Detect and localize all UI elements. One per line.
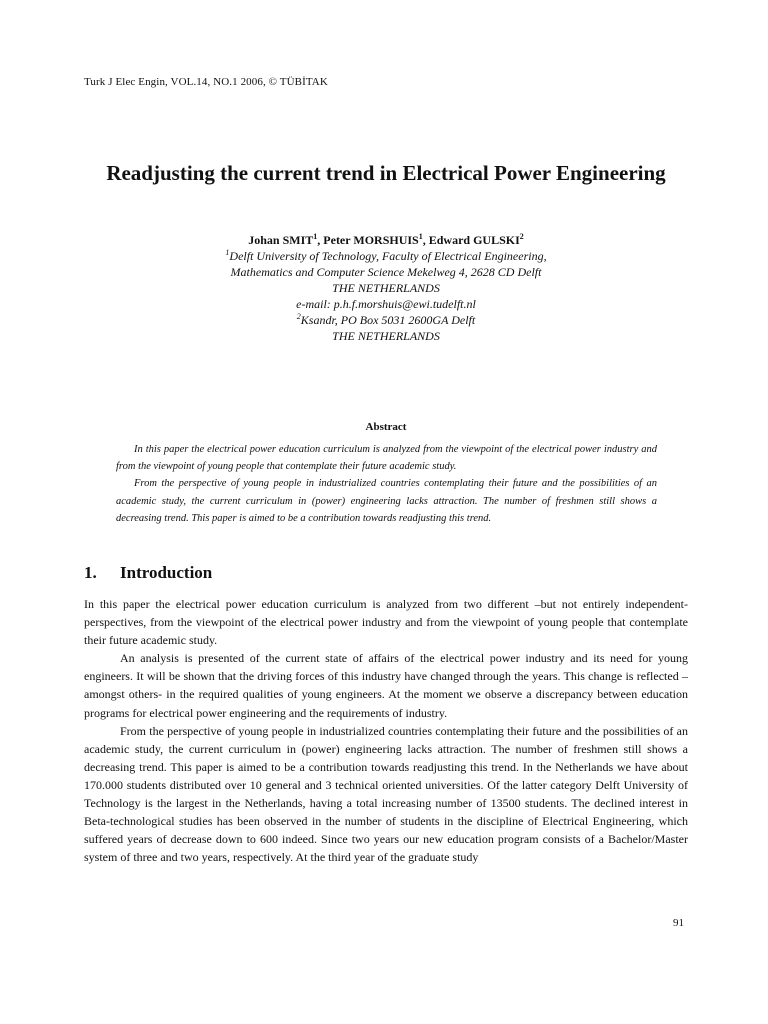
author-name: Johan SMIT bbox=[248, 233, 314, 247]
body-paragraph: An analysis is presented of the current state of affairs of the electrical power industry and its need for young engineers. It will be shown that the driving forces of this industry have changed through the years. This change is reflected –amongst others- in the required qualities of young engineers. At the moment we observe a discrepancy between education programs for electrical power engineering and the requirements of industry. bbox=[84, 651, 688, 720]
affil-mark: 1 bbox=[418, 232, 423, 241]
abstract-body bbox=[116, 441, 657, 527]
affil-mark: 2 bbox=[519, 232, 524, 241]
affiliation-1-line-3: THE NETHERLANDS bbox=[332, 281, 440, 295]
affiliation-2-line-1 bbox=[84, 312, 688, 328]
front-matter bbox=[84, 232, 688, 344]
affil-text: Ksandr, PO Box 5031 2600GA Delft bbox=[300, 313, 476, 327]
affiliation-2-line-2: THE NETHERLANDS bbox=[332, 329, 440, 343]
section-title: Introduction bbox=[120, 563, 213, 582]
section-heading bbox=[84, 563, 212, 583]
abstract-paragraph: From the perspective of young people in industrialized countries contemplating their future and the possibilities of an academic study, the current curriculum in (power) engineering lacks attraction. The number of freshmen still shows a decreasing trend. This paper is aimed to be a contribution towards readjusting this trend. bbox=[116, 478, 657, 524]
affil-mark: 1 bbox=[313, 232, 318, 241]
body-paragraph: In this paper the electrical power education curriculum is analyzed from two different –but not entirely independent- perspectives, from the viewpoint of the electrical power industry and from the viewpoint of young people that contemplate their future academic study. bbox=[84, 597, 688, 648]
body-paragraph: From the perspective of young people in industrialized countries contemplating their future and the possibilities of an academic study, the current curriculum in (power) engineering lacks attraction. The number of freshmen still shows a decreasing trend. This paper is aimed to be a contribution towards readjusting this trend. In the Netherlands we have about 170.000 students distributed over 10 general and 3 technical oriented universities. Of the latter category Delft University of Technology is the largest in the Netherlands, having a total increasing number of 13500 students. The declined interest in Beta-technological studies has been observed in the number of students in the discipline of Electrical Engineering, which suffered years of decrease down to 600 indeed. Since two years our new education program consists of a Bachelor/Master system of three and two years, respectively. At the third year of the graduate study bbox=[84, 723, 688, 865]
section-body bbox=[84, 595, 688, 866]
affiliation-1-line-2: Mathematics and Computer Science Mekelweg 4, 2628 CD Delft bbox=[230, 265, 542, 279]
author-list: Johan SMIT$^1$, Peter MORSHUIS$^1$, Edward GULSKI$^2$ bbox=[248, 232, 524, 247]
affiliation-1-line-1 bbox=[84, 248, 688, 264]
page-number: 91 bbox=[673, 917, 684, 929]
section-number: 1. bbox=[84, 563, 97, 582]
affil-text: Delft University of Technology, Faculty of Electrical Engineering, bbox=[229, 249, 547, 263]
paper-title: Readjusting the current trend in Electrical Power Engineering bbox=[106, 161, 666, 185]
running-header: Turk J Elec Engin, VOL.14, NO.1 2006, © TÜBİTAK bbox=[84, 76, 328, 88]
affil-mark: 1 bbox=[225, 248, 230, 257]
author-name: Edward GULSKI bbox=[428, 233, 520, 247]
abstract-heading: Abstract bbox=[365, 421, 407, 433]
contact-email[interactable]: e-mail: p.h.f.morshuis@ewi.tudelft.nl bbox=[296, 297, 476, 311]
author-name: Peter MORSHUIS bbox=[323, 233, 419, 247]
abstract-paragraph: In this paper the electrical power education curriculum is analyzed from the viewpoint of the electrical power industry and from the viewpoint of young people that contemplate their future academic study. bbox=[116, 444, 657, 473]
affil-mark: 2 bbox=[296, 312, 301, 321]
